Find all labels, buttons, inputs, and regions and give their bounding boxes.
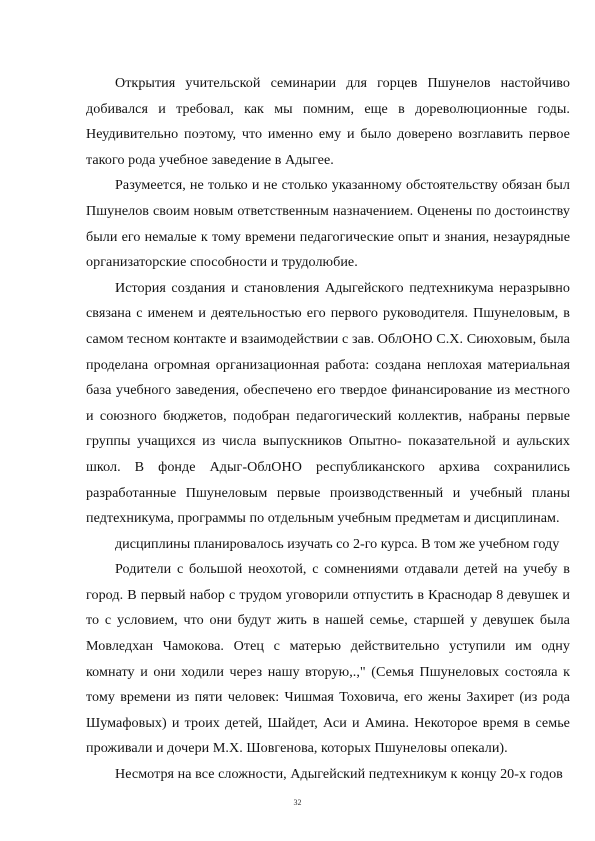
paragraph-history: История создания и становления Адыгейского педтехникума неразрывно связана с именем и деятельностью его первого руководителя. Пшунеловым, в самом тесном контакте и взаимодействии с зав. ОблОНО С.Х. Сиюховым, была проделана огромная организационная работа: создана неплохая материальная база учебного заведения, обеспечено его твердое финансирование из местного и союзного бюджетов, подобран педагогический коллектив, набраны первые группы учащихся из числа выпускников Опытно- показательной и аульских школ. В фонде Адыг-ОблОНО республиканского архива сохранились разработанные Пшунеловым первые производственный и учебный планы педтехникума, программы по отдельным учебным предметам и дисциплинам. — [86, 279, 570, 527]
body-text — [86, 71, 570, 788]
paragraph-seminary: Открытия учительской семинарии для горцев Пшунелов настойчиво добивался и требовал, как мы помним, еще в дореволюционные годы. Неудивительно поэтому, что именно ему и было доверено возглавить первое такого рода учебное заведение в Адыгее. — [86, 75, 570, 168]
paragraph-parents: Родители с большой неохотой, с сомнениями отдавали детей на учебу в город. В первый набор с трудом уговорили отпустить в Краснодар 8 девушек и то с условием, что они будут жить в нашей семье, старшей у девушек была Мовледхан Чамокова. Отец с матерью действительно уступили им одну комнату и они ходили через нашу вторую,.," (Семья Пшунеловых состояла к тому времени из пяти человек: Чишмая Тоховича, его жены Захирет (из рода Шумафовых) и троих детей, Шайдет, Аси и Амина. Некоторое время в семье проживали и дочери М.Х. Шовгенова, которых Пшунеловы опекали). — [86, 561, 570, 757]
paragraph-despite: Несмотря на все сложности, Адыгейский педтехникум к концу 20-х годов — [115, 766, 563, 783]
paragraph-fragment: дисциплины планировалось изучать со 2-го курса. В том же учебном году — [115, 535, 560, 552]
page-number: 32 — [293, 798, 302, 807]
paragraph-appointment: Разумеется, не только и не столько указанному обстоятельству обязан был Пшунелов своим новым ответственным назначением. Оценены по достоинству были его немалые к тому времени педагогические опыт и знания, незаурядные организаторские способности и трудолюбие. — [86, 177, 570, 271]
